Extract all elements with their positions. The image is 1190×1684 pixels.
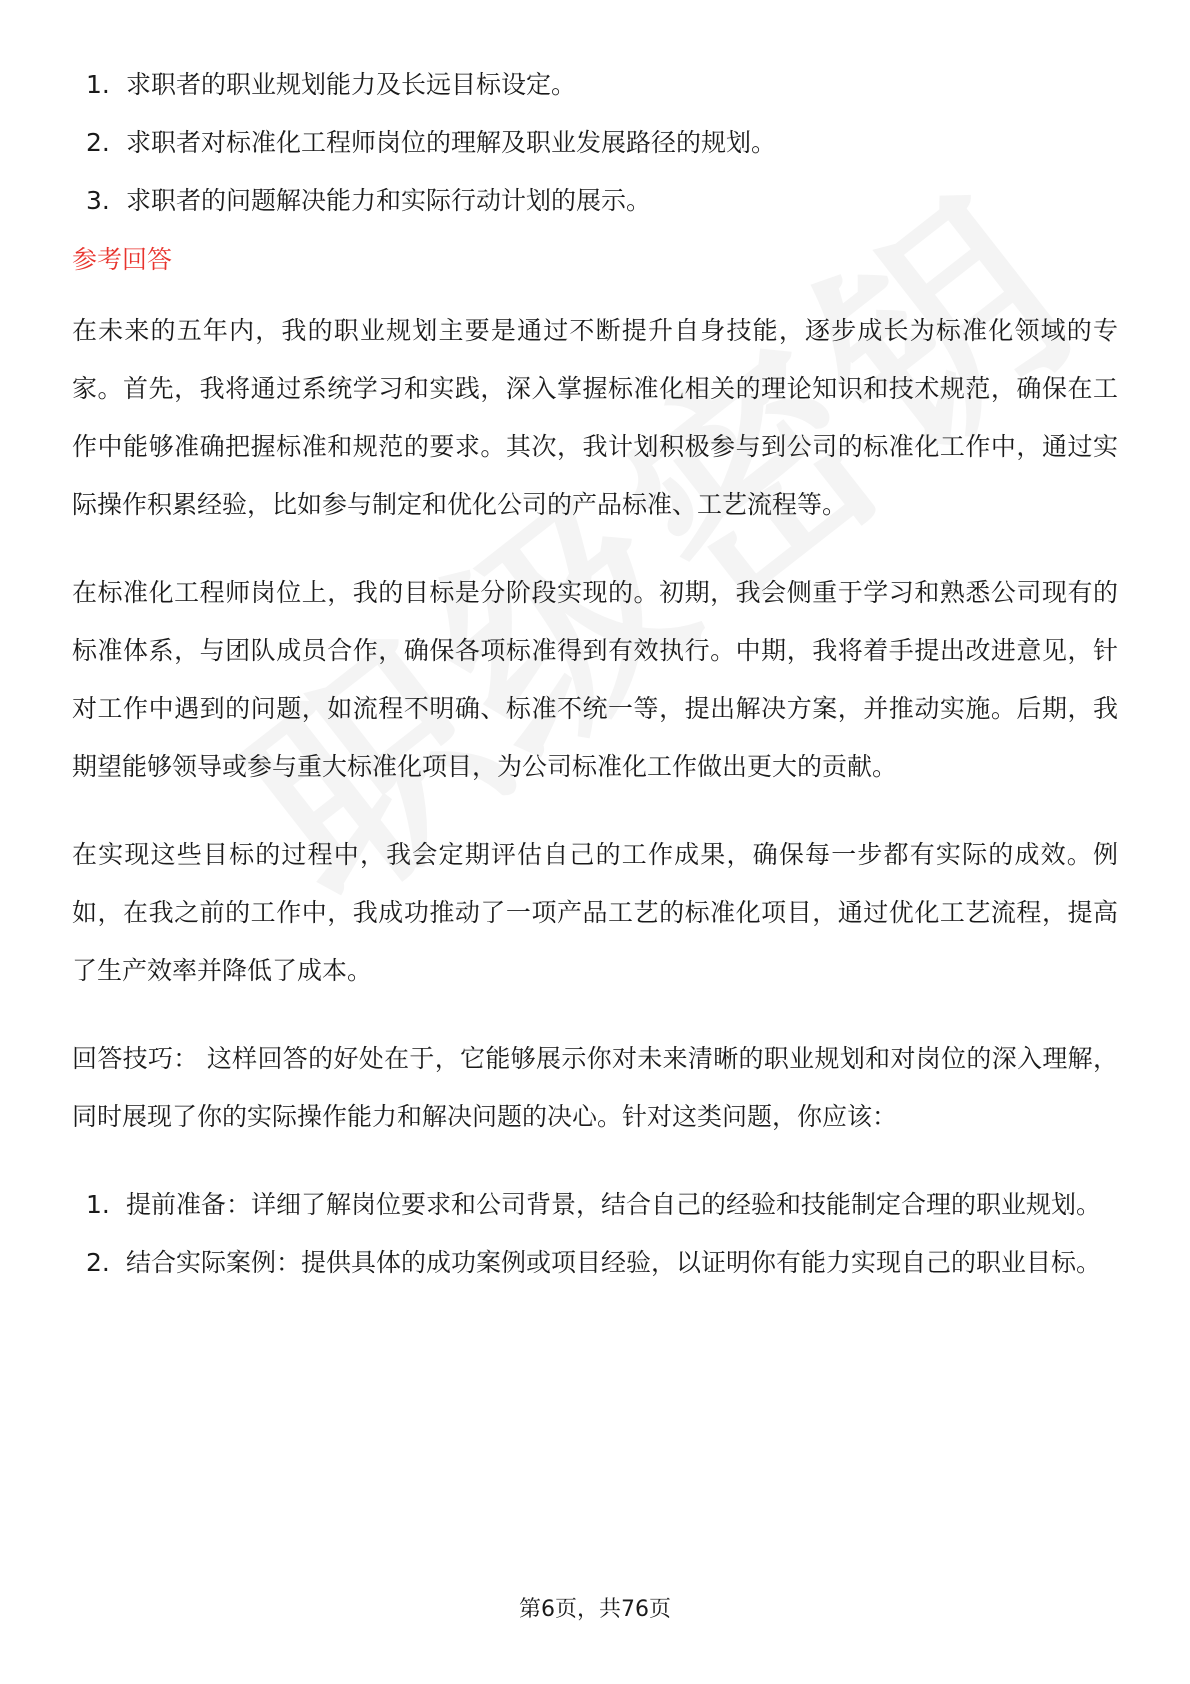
top-list [72, 56, 1118, 230]
list-item [72, 172, 1118, 230]
section-heading: 参考回答 [72, 245, 173, 274]
list-text: 求职者的问题解决能力和实际行动计划的展示。 [126, 186, 652, 215]
list-item [72, 56, 1118, 114]
bottom-list [72, 1176, 1118, 1292]
list-item [72, 1234, 1118, 1292]
paragraph-1: 在未来的五年内，我的职业规划主要是通过不断提升自身技能，逐步成长为标准化领域的专家。首先，我将通过系统学习和实践，深入掌握标准化相关的理论知识和技术规范，确保在工作中能够准确把握标准和规范的要求。其次，我计划积极参与到公司的标准化工作中，通过实际操作积累经验，比如参与制定和优化公司的产品标准、工艺流程等。 [72, 316, 1118, 519]
list-number: 1. [86, 70, 110, 99]
paragraph-2: 在标准化工程师岗位上，我的目标是分阶段实现的。初期，我会侧重于学习和熟悉公司现有的标准体系，与团队成员合作，确保各项标准得到有效执行。中期，我将着手提出改进意见，针对工作中遇到的问题，如流程不明确、标准不统一等，提出解决方案，并推动实施。后期，我期望能够领导或参与重大标准化项目，为公司标准化工作做出更大的贡献。 [72, 578, 1118, 781]
page-footer: 第6页，共76页 [519, 1597, 671, 1622]
list-number: 2. [86, 128, 110, 157]
list-number: 1. [86, 1190, 110, 1219]
list-text: 求职者的职业规划能力及长远目标设定。 [126, 70, 577, 99]
document-page [72, 56, 1118, 1292]
list-number: 2. [86, 1248, 110, 1277]
list-text: 求职者对标准化工程师岗位的理解及职业发展路径的规划。 [126, 128, 777, 157]
list-text: 结合实际案例：提供具体的成功案例或项目经验，以证明你有能力实现自己的职业目标。 [126, 1248, 1102, 1277]
paragraph-3: 在实现这些目标的过程中，我会定期评估自己的工作成果，确保每一步都有实际的成效。例如，在我之前的工作中，我成功推动了一项产品工艺的标准化项目，通过优化工艺流程，提高了生产效率并降低了成本。 [72, 840, 1118, 985]
list-number: 3. [86, 186, 110, 215]
list-item [72, 114, 1118, 172]
answer-tips-paragraph: 回答技巧： 这样回答的好处在于，它能够展示你对未来清晰的职业规划和对岗位的深入理解，同时展现了你的实际操作能力和解决问题的决心。针对这类问题，你应该： [72, 1044, 1118, 1131]
list-item [72, 1176, 1118, 1234]
list-text: 提前准备：详细了解岗位要求和公司背景，结合自己的经验和技能制定合理的职业规划。 [126, 1190, 1102, 1219]
